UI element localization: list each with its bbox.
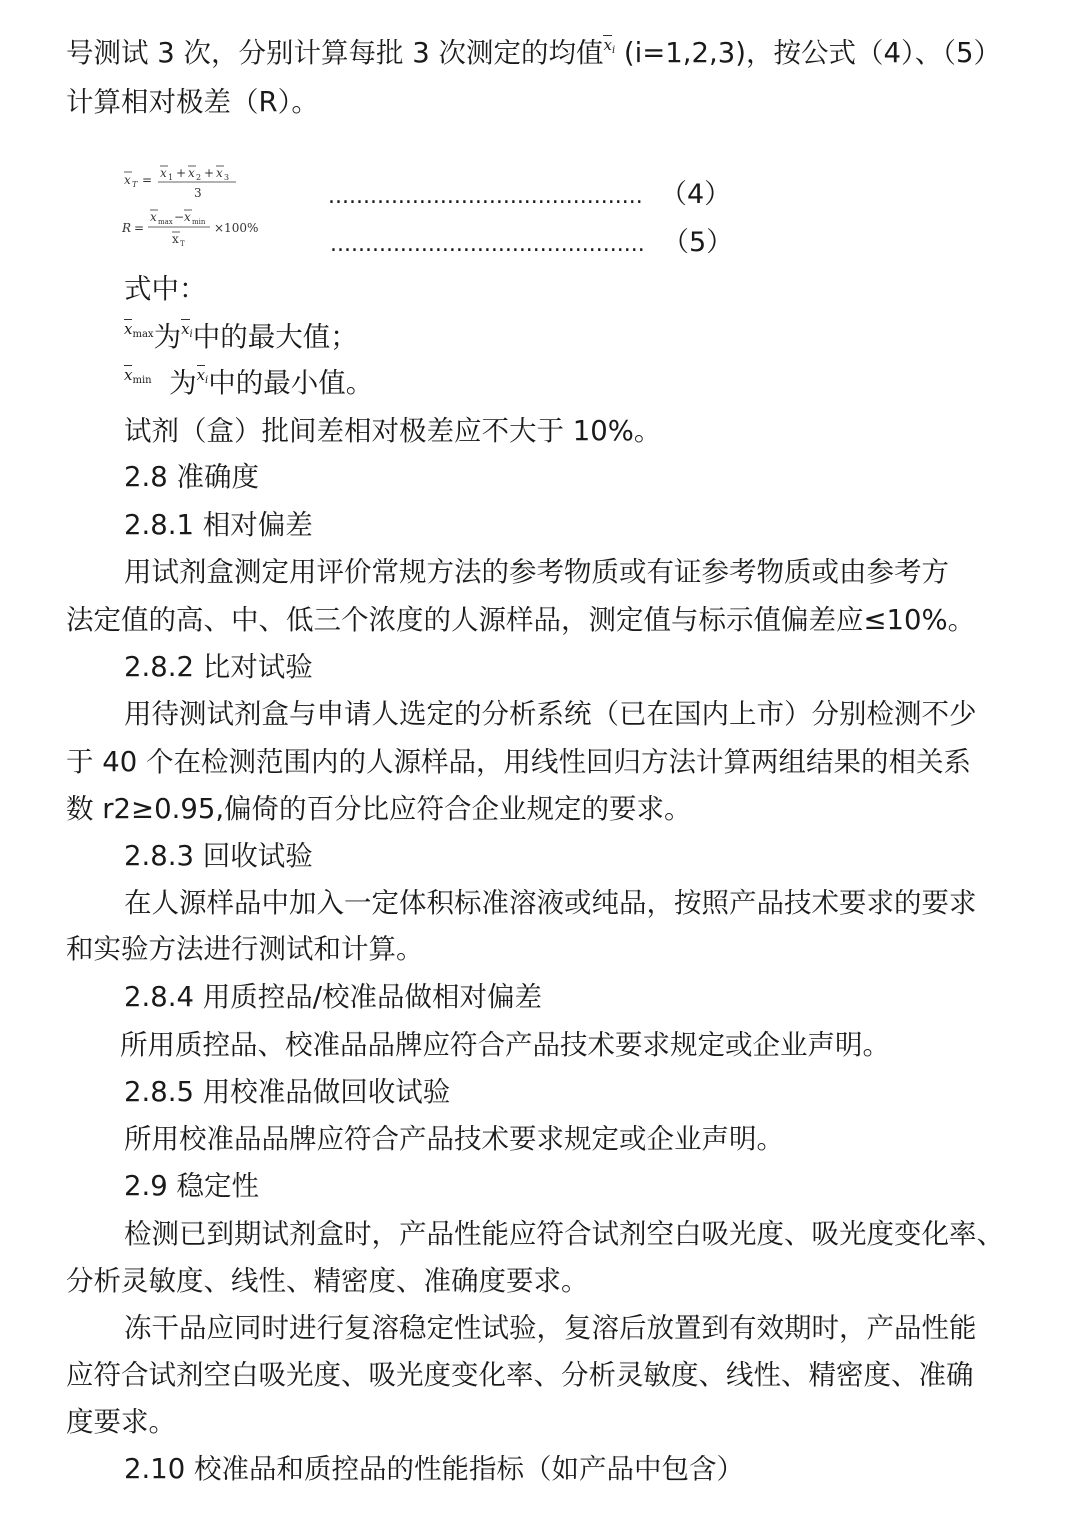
x-bar-i-symbol: $x_i$ bbox=[603, 36, 616, 56]
paragraph-line: 所用校准品品牌应符合产品技术要求规定或企业声明。 bbox=[124, 1123, 784, 1155]
paragraph-line: 用待测试剂盒与申请人选定的分析系统（已在国内上市）分别检测不少 bbox=[124, 698, 977, 730]
svg-text:x: x bbox=[150, 210, 157, 224]
text: 中的最大值； bbox=[192, 321, 358, 353]
svg-text:x: x bbox=[188, 166, 195, 180]
paragraph-line: 在人源样品中加入一定体积标准溶液或纯品，按照产品技术要求的要求 bbox=[124, 887, 977, 919]
leader-dots: ............................................. bbox=[328, 184, 643, 209]
svg-text:max: max bbox=[158, 218, 173, 226]
svg-text:1: 1 bbox=[168, 173, 174, 182]
text: 为 bbox=[153, 321, 182, 353]
svg-text:min: min bbox=[192, 218, 206, 226]
paragraph-line bbox=[66, 85, 319, 119]
text: 号测试 3 次，分别计算每批 3 次测定的均值 bbox=[66, 37, 604, 69]
section-heading: 2.8 准确度 bbox=[124, 461, 259, 493]
x-bar-i-symbol: $x_i$ bbox=[181, 320, 193, 340]
paragraph-line: 用试剂盒测定用评价常规方法的参考物质或有证参考物质或由参考方 bbox=[124, 556, 949, 588]
paragraph-line bbox=[124, 366, 373, 400]
subsection-heading: 2.8.2 比对试验 bbox=[124, 651, 313, 683]
paragraph-line: 检测已到期试剂盒时，产品性能应符合试剂空白吸光度、吸光度变化率、 bbox=[124, 1218, 1004, 1250]
paragraph-line: 应符合试剂空白吸光度、吸光度变化率、分析灵敏度、线性、精密度、准确 bbox=[66, 1359, 974, 1391]
subsection-heading: 2.8.5 用校准品做回收试验 bbox=[124, 1076, 451, 1108]
svg-text:x: x bbox=[216, 166, 223, 180]
subsection-heading: 2.8.4 用质控品/校准品做相对偏差 bbox=[124, 981, 542, 1013]
paragraph-line bbox=[66, 36, 1001, 70]
svg-text:x: x bbox=[184, 210, 191, 224]
svg-text:=: = bbox=[134, 221, 145, 235]
equation-number-4: （4） bbox=[660, 179, 732, 210]
svg-text:2: 2 bbox=[196, 173, 202, 182]
paragraph-line: 于 40 个在检测范围内的人源样品，用线性回归方法计算两组结果的相关系 bbox=[66, 746, 971, 778]
eq4-denominator: 3 bbox=[194, 186, 202, 200]
text: 式中： bbox=[124, 273, 207, 305]
svg-text:−: − bbox=[174, 210, 185, 224]
paragraph-line: 和实验方法进行测试和计算。 bbox=[66, 933, 424, 965]
paragraph-line bbox=[124, 320, 358, 354]
eq4-equals: = bbox=[142, 173, 153, 187]
equation-number-5: （5） bbox=[662, 227, 734, 258]
section-heading: 2.10 校准品和质控品的性能指标（如产品中包含） bbox=[124, 1453, 744, 1485]
eq4-lhs-x: x bbox=[124, 173, 131, 187]
x-max-symbol: $x_{max}$ bbox=[124, 320, 154, 340]
svg-text:x: x bbox=[160, 166, 167, 180]
subsection-heading: 2.8.3 回收试验 bbox=[124, 840, 313, 872]
text: (i=1,2,3)，按公式（4）、（5） bbox=[623, 37, 1001, 69]
svg-text:T: T bbox=[180, 240, 185, 248]
leader-dots: ............................................. bbox=[330, 232, 645, 257]
eq5-denominator: x bbox=[172, 232, 179, 246]
paragraph-line: 试剂（盒）批间差相对极差应不大于 10%。 bbox=[124, 415, 662, 447]
paragraph-line: 冻干品应同时进行复溶稳定性试验，复溶后放置到有效期时，产品性能 bbox=[124, 1312, 977, 1344]
svg-text:+: + bbox=[176, 166, 187, 180]
text: 计算相对极差（R）。 bbox=[66, 86, 319, 118]
formula-4 bbox=[124, 166, 236, 200]
paragraph-line: 度要求。 bbox=[66, 1406, 176, 1438]
eq5-tail: ×100% bbox=[214, 221, 259, 235]
text: 为 bbox=[169, 367, 197, 399]
paragraph-line: 所用质控品、校准品品牌应符合产品技术要求规定或企业声明。 bbox=[120, 1029, 890, 1061]
subsection-heading: 2.8.1 相对偏差 bbox=[124, 509, 313, 541]
text: 中的最小值。 bbox=[208, 367, 374, 399]
eq5-lhs: R bbox=[122, 221, 132, 235]
x-bar-i-symbol: $x_i$ bbox=[196, 366, 209, 386]
svg-text:+: + bbox=[204, 166, 215, 180]
eq4-lhs-sub: T bbox=[132, 180, 138, 189]
svg-text:3: 3 bbox=[224, 173, 230, 182]
paragraph-line: 分析灵敏度、线性、精密度、准确度要求。 bbox=[66, 1265, 589, 1297]
section-heading: 2.9 稳定性 bbox=[124, 1170, 259, 1202]
x-min-symbol: $x_{min}$ bbox=[124, 366, 152, 386]
formula-5 bbox=[121, 210, 258, 248]
paragraph-line: 数 r2≥0.95,偏倚的百分比应符合企业规定的要求。 bbox=[66, 793, 692, 825]
paragraph-line bbox=[124, 272, 207, 306]
paragraph-line: 法定值的高、中、低三个浓度的人源样品，测定值与标示值偏差应≤10%。 bbox=[66, 604, 976, 636]
